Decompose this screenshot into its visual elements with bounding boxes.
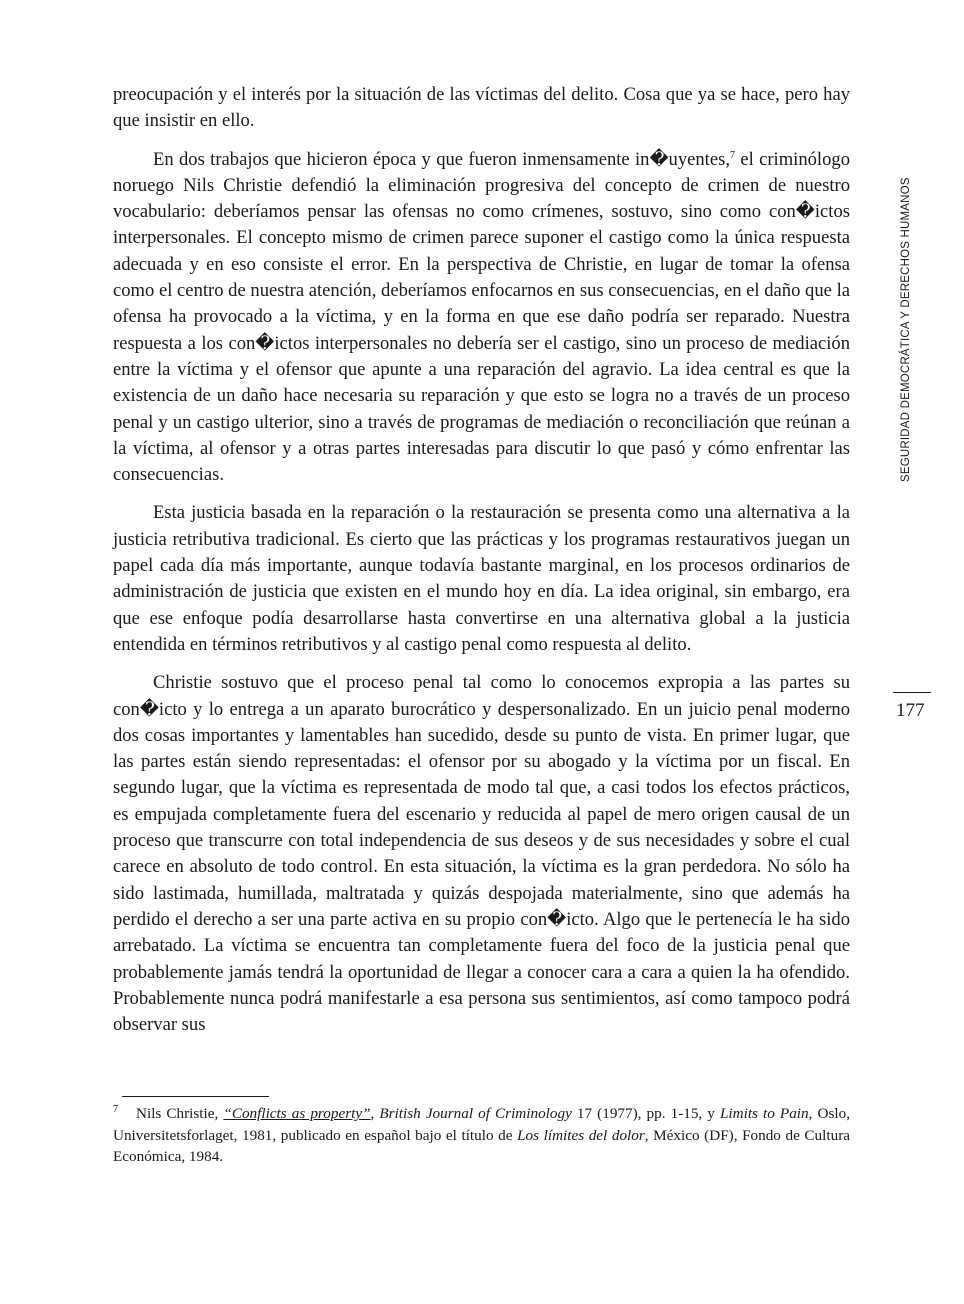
paragraph-3: Esta justicia basada en la reparación o la restauración se presenta como una alternativa a la justicia retributiva tradicional. Es cierto que las prácticas y los programas restaurativos juegan un papel cada día más importante, aunque todavía bastante marginal, en los procesos ordinarios de administración de justicia que existen en el mundo hoy en día. La idea original, sin embargo, era que ese enfoque podía desarrollarse hasta convertirse en una alternativa global a la justicia entendida en términos retributivos y al castigo penal como respuesta al delito.	[113, 502, 850, 655]
page-number-rule	[893, 692, 931, 693]
footnote-author: Nils Christie,	[136, 1105, 224, 1122]
paragraph-2-text-a: En dos trabajos que hicieron época y que fueron inmensamente in�uyentes,	[153, 148, 730, 170]
footnote-separator	[122, 1096, 269, 1097]
footnote-separator-text: ,	[370, 1105, 380, 1122]
footnote-journal: British Journal of Criminology	[379, 1105, 572, 1122]
paragraph-2-text-b: el criminólogo noruego Nils Christie defendió la eliminación progresiva del concepto de crimen de nuestro vocabulario: deberíamos pensar las ofensas no como crímenes, sostuvo, sino como con�ictos interpersonales. El concepto mismo de crimen parece suponer el castigo como la única respuesta adecuada y en eso consiste el error. En la perspectiva de Christie, en lugar de tomar la ofensa como el centro de nuestra atención, deberíamos enfocarnos en sus consecuencias, en el daño que la ofensa ha provocado a la víctima, y en la forma en que ese daño podría ser reparado. Nuestra respuesta a los con�ictos interpersonales no debería ser el castigo, sino un proceso de mediación entre la víctima y el ofensor que apunte a una reparación del agravio. La idea central es que la existencia de un daño hace necesaria su reparación y que esto se logra no a través de un proceso penal y un castigo ulterior, sino a través de programas de mediación o reconciliación que reúnan a la víctima, al ofensor y a otras partes interesadas para discutir lo que pasó y cómo enfrentar las consecuencias.	[113, 148, 850, 486]
paragraph-4: Christie sostuvo que el proceso penal tal como lo conocemos expropia a las partes su con�icto y lo entrega a un aparato burocrático y despersonalizado. En un juicio penal moderno dos cosas importantes y lamentables han sucedido, desde su punto de vista. En primer lugar, que las partes están siendo representadas: el ofensor por su abogado y la víctima por un fiscal. En segundo lugar, que la víctima es representada de modo tal que, a casi todos los efectos prácticos, es empujada completamente fuera del escenario y reducida al papel de mero origen causal de un proceso que transcurre con total independencia de sus deseos y de sus necesidades y sobre el cual carece en absoluto de todo control. En esta situación, la víctima es la gran perdedora. No sólo ha sido lastimada, humillada, maltratada y quizás despojada materialmente, sino que además ha perdido el derecho a ser una parte activa en su propio con�icto. Algo que le pertenecía le ha sido arrebatado. La víctima se encuentra tan completamente fuera del foco de la justicia penal que probablemente jamás tendrá la oportunidad de llegar a conocer cara a cara a quien la ha ofendido. Probablemente nunca podrá manifestarle a esa persona sus sentimientos, así como tampoco podrá observar sus	[113, 672, 850, 1036]
paragraph-2	[113, 147, 850, 489]
footnote-reference[interactable]: 7	[729, 149, 735, 161]
footnote-book-title-es: Los límites del dolor	[517, 1126, 645, 1144]
footnote-details-3: , México (DF), Fondo de Cultura Económica, 1984.	[113, 1126, 850, 1165]
page-number: 177	[896, 700, 925, 721]
paragraph-1: preocupación y el interés por la situación de las víctimas del delito. Cosa que ya se hace, pero hay que insistir en ello.	[113, 84, 850, 132]
footnote-book-title: Limits to Pain	[719, 1105, 809, 1122]
footnote-details-2: , Oslo, Universitetsforlaget, 1981, publicado en español bajo el título de	[113, 1105, 850, 1144]
footnote-details-1: 17 (1977), pp. 1-15, y	[571, 1105, 720, 1122]
running-section-title: SEGURIDAD DEMOCRÁTICA Y DERECHOS HUMANOS	[900, 177, 912, 482]
footnote-mark: 7	[113, 1103, 118, 1115]
body-text	[113, 82, 850, 1050]
footnote	[113, 1103, 850, 1168]
footnote-article-title[interactable]: “Conflicts as property”	[223, 1105, 371, 1122]
